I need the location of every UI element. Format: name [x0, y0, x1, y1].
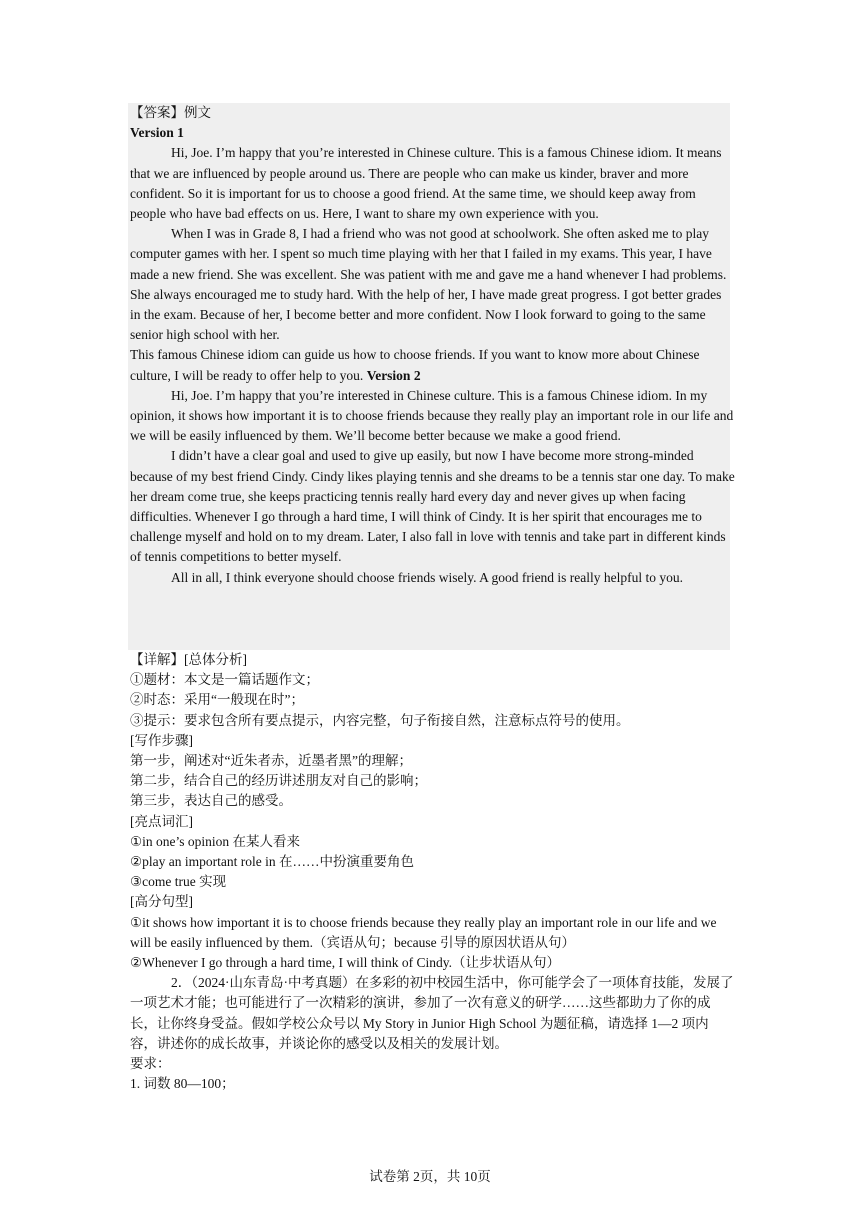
- page-footer: 试卷第 2页，共 10页: [369, 1169, 491, 1184]
- analysis-line: ②时态：采用“一般现在时”；: [130, 692, 304, 708]
- analysis-line: ②play an important role in 在……中扮演重要角色: [130, 854, 414, 870]
- requirement-1: 1. 词数 80—100；: [130, 1076, 235, 1092]
- analysis-line: 【详解】[总体分析]: [130, 652, 247, 667]
- analysis-line: 第一步，阐述对“近朱者赤，近墨者黑”的理解；: [130, 753, 412, 769]
- version2-paragraph-1: Hi, Joe. I’m happy that you’re interested in Chinese culture. This is a famous Chinese idiom. In my opinion, it shows how important it is to choose friends because they really play an important role in our life and we will be easily influenced by them. We’ll become better because we make a good friend.: [130, 387, 734, 444]
- question-2-prompt: 2．（2024·山东青岛·中考真题）在多彩的初中校园生活中，你可能学会了一项体育技能，发展了一项艺术才能；也可能进行了一次精彩的演讲，参加了一次有意义的研学……这些都助力了你的成长，让你终身受益。假如学校公众号以 My Story in Junior High School 为题征稿，请选择 1—2 项内容，讲述你的成长故事，并谈论你的感受以及相关的发展计划。: [130, 975, 734, 1051]
- analysis-section: [130, 650, 735, 1094]
- analysis-line: [亮点词汇]: [130, 813, 193, 829]
- analysis-line: 第二步，结合自己的经历讲述朋友对自己的影响；: [130, 773, 427, 789]
- answer-header: 【答案】例文: [130, 105, 211, 120]
- analysis-line: ③come true 实现: [130, 874, 227, 890]
- version2-paragraph-2: I didn’t have a clear goal and used to give up easily, but now I have become more strong-minded because of my best friend Cindy. Cindy likes playing tennis and she dreams to be a tennis star one day. To make her dream come true, she keeps practicing tennis really hard every day and never gives up when facing difficulties. Whenever I go through a hard time, I will think of Cindy. It is her spirit that encourages me to challenge myself and hold on to my dream. Later, I also fall in love with tennis and take part in different kinds of tennis competitions to better myself.: [130, 448, 735, 565]
- version1-paragraph-3-text: This famous Chinese idiom can guide us how to choose friends. If you want to know more about Chinese culture, I will be ready to offer help to you.: [130, 347, 700, 383]
- requirements-label: 要求：: [130, 1056, 171, 1072]
- analysis-line: ①in one’s opinion 在某人看来: [130, 833, 300, 849]
- analysis-line: ②Whenever I go through a hard time, I will think of Cindy.（让步状语从句）: [130, 955, 561, 971]
- analysis-line: ③提示：要求包含所有要点提示，内容完整，句子衔接自然，注意标点符号的使用。: [130, 712, 630, 728]
- version1-title: Version 1: [130, 125, 184, 141]
- analysis-line: [写作步骤]: [130, 732, 193, 748]
- version1-paragraph-2: When I was in Grade 8, I had a friend who was not good at schoolwork. She often asked me to play computer games with her. I spent so much time playing with her that I failed in my exams. This year, I have made a new friend. She was excellent. She was patient with me and gave me a hand whenever I had problems. She always encouraged me to study hard. With the help of her, I have made great progress. I got better grades in the exam. Because of her, I become better and more confident. Now I look forward to going to the same senior high school with her.: [130, 226, 727, 343]
- version2-title: Version 2: [366, 367, 421, 383]
- answer-section: [130, 103, 735, 588]
- analysis-line: 第三步，表达自己的感受。: [130, 793, 292, 809]
- version1-paragraph-1: Hi, Joe. I’m happy that you’re interested in Chinese culture. This is a famous Chinese idiom. It means that we are influenced by people around us. There are people who can make us kinder, braver and more confident. So it is important for us to choose a good friend. At the same time, we should keep away from people who have bad effects on us. Here, I want to share my own experience with you.: [130, 145, 722, 222]
- version1-paragraph-3: [130, 345, 735, 385]
- version2-paragraph-3: All in all, I think everyone should choose friends wisely. A good friend is really helpful to you.: [171, 569, 684, 585]
- analysis-line: ①it shows how important it is to choose friends because they really play an important role in our life and we will be easily influenced by them.（宾语从句；because 引导的原因状语从句）: [130, 914, 717, 950]
- analysis-line: ①题材：本文是一篇话题作文；: [130, 672, 319, 688]
- analysis-line: [高分句型]: [130, 894, 193, 910]
